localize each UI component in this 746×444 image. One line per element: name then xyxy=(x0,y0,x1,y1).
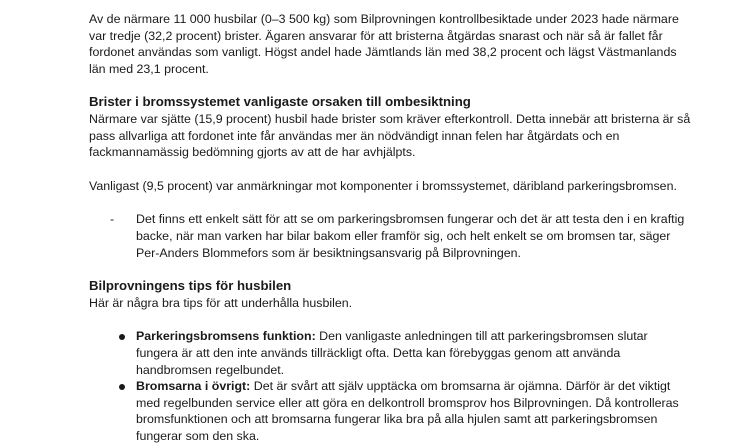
tip-title: Parkeringsbromsens funktion: xyxy=(136,329,316,344)
tip-text: Den vanligaste anledningen till att parkeringsbromsen slutar fungera är att den inte används tillräckligt ofta. Detta kan förebyggas genom att använda handbromsen regelbundet. xyxy=(136,329,648,377)
document-page xyxy=(89,11,691,444)
spacer xyxy=(89,311,691,328)
dash-marker: - xyxy=(110,212,115,227)
tip-text: Det är svårt att själv upptäcka om bromsarna är ojämna. Därför är det viktigt med regelbunden service eller att göra en delkontroll bromsprov hos Bilprovningen. Då kontrolleras bromsfunktionen och att bromsarna fungerar lika bra på alla hjulen samt att parkeringsbromsen fungerar som den ska. xyxy=(136,379,679,443)
spacer xyxy=(89,261,691,278)
section-heading-tips: Bilprovningens tips för husbilen xyxy=(89,278,292,294)
brake-faults-paragraph: Närmare var sjätte (15,9 procent) husbil hade brister som kräver efterkontroll. Detta innebär att bristerna är så pass allvarliga att fordonet inte får användas mer än nödvändigt innan felen har åtgärdats och en fackmannamässig bedömning gjorts av att de har avhjälpts. xyxy=(89,111,691,160)
quote-block xyxy=(89,211,691,261)
quote-text: Det finns ett enkelt sätt för att se om parkeringsbromsen fungerar och det är att testa den i en kraftig backe, när man varken har bilar bakom eller framför sig, och helt enkelt se om bromsen tar, säger Per-Anders Blommefors som är besiktningsansvarig på Bilprovningen. xyxy=(136,212,685,260)
spacer xyxy=(89,161,691,178)
most-common-paragraph: Vanligast (9,5 procent) var anmärkningar mot komponenter i bromssystemet, däribland parkeringsbromsen. xyxy=(89,178,677,193)
bullet-icon xyxy=(119,384,125,390)
list-item xyxy=(89,378,691,444)
intro-paragraph: Av de närmare 11 000 husbilar (0–3 500 kg) som Bilprovningen kontrollbesiktade under 2023 hade närmare var tredje (32,2 procent) brister. Ägaren ansvarar för att bristerna åtgärdas snarast och när så är fallet får fordonet användas som vanligt. Högst andel hade Jämtlands län med 38,2 procent och lägst Västmanlands län med 23,1 procent. xyxy=(89,12,679,76)
tips-list xyxy=(89,328,691,444)
bullet-icon xyxy=(119,334,125,340)
section-heading-brake-faults: Brister i bromssystemet vanligaste orsaken till ombesiktning xyxy=(89,94,471,110)
tip-title: Bromsarna i övrigt: xyxy=(136,379,251,394)
spacer xyxy=(89,77,691,94)
tips-intro: Här är några bra tips för att underhålla husbilen. xyxy=(89,295,353,310)
spacer xyxy=(89,194,691,211)
list-item xyxy=(89,328,691,378)
